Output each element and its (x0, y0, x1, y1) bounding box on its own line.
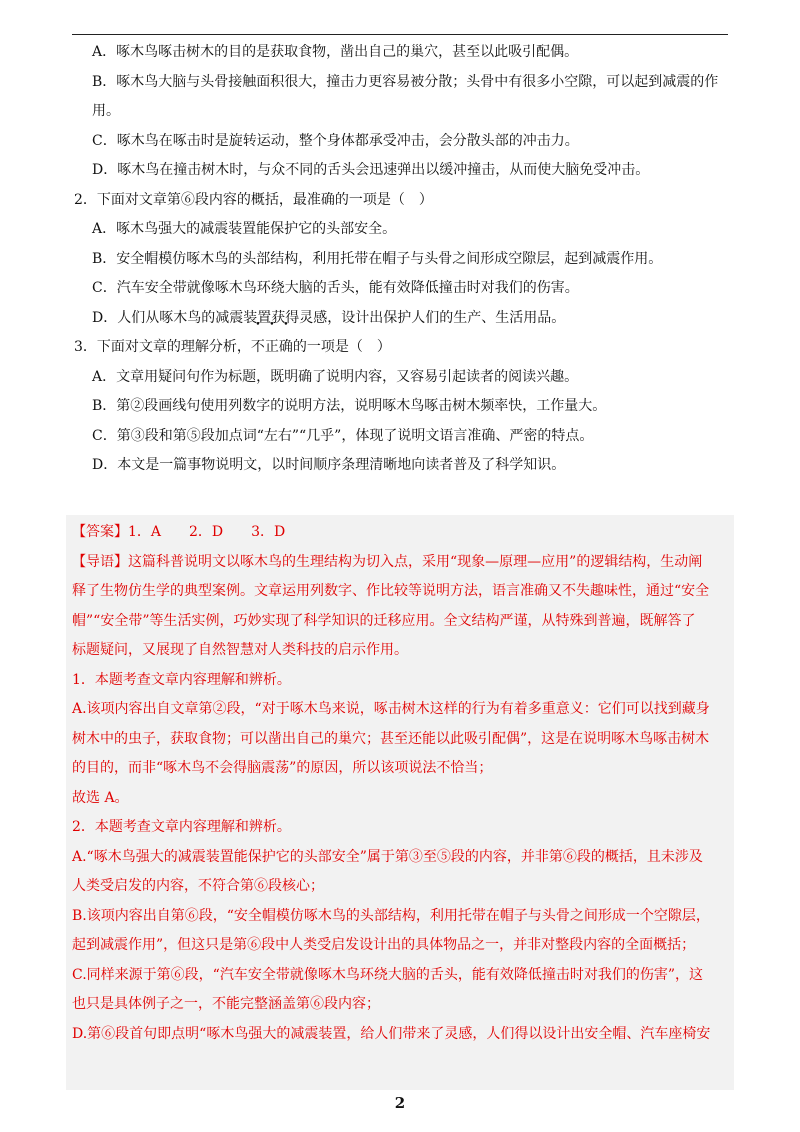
q3-option-b: B．第②段画线句使用列数字的说明方法，说明啄木鸟啄击树木频率快，工作量大。 (92, 398, 607, 414)
q1-option-c: C．啄木鸟在啄击时是旋转运动，整个身体都承受冲击，会分散头部的冲击力。 (92, 132, 579, 149)
analysis-line: 也只是具体例子之一，不能完整涵盖第⑥段内容； (72, 996, 380, 1012)
q1-option-b-cont: 用。 (92, 103, 120, 119)
q2-option-b: B．安全帽模仿啄木鸟的头部结构，利用托带在帽子与头骨之间形成空隙层，起到减震作用。 (92, 250, 663, 267)
q3-option-c: C．第③段和第⑤段加点词“左右”“几乎”，体现了说明文语言准确、严密的特点。 (92, 427, 594, 444)
analysis-line: 树木中的虫子，获取食物；可以凿出自己的巢穴；甚至还能以此吸引配偶”，这是在说明啄木鸟啄击树木 (72, 730, 710, 747)
guide-tag: 【导语】 (72, 553, 128, 570)
q3-dotted-char: 确 (278, 339, 293, 355)
q3-stem-before: 3．下面对文章的理解分析， (74, 339, 251, 355)
guide-text: 这篇科普说明文以啄木鸟的生理结构为切入点，采用“现象—原理—应用”的逻辑结构，生动阐 (128, 553, 703, 570)
analysis-line: A.“啄木鸟强大的减震装置能保护它的头部安全”属于第③至⑤段的内容，并非第⑥段的概括，且未涉及 (72, 848, 703, 865)
q3-dotted-char: 不 (250, 339, 265, 355)
guide-line: 帽”“安全带”等生活实例，巧妙实现了科学知识的迁移应用。全文结构严谨，从特殊到普遍，既解答了 (72, 612, 696, 629)
q3-stem-after: 的一项是（ ） (292, 339, 391, 355)
q1-option-a: A．啄木鸟啄击树木的目的是获取食物，凿出自己的巢穴，甚至以此吸引配偶。 (92, 44, 579, 60)
q2-option-c: C．汽车安全带就像啄木鸟环绕大脑的舌头，能有效降低撞击时对我们的伤害。 (92, 280, 579, 296)
top-rule (72, 34, 728, 35)
guide-line: 释了生物仿生学的典型案例。文章运用列数字、作比较等说明方法，语言准确又不失趣味性，通过“安全 (72, 583, 710, 599)
analysis-line: B.该项内容出自第⑥段，“安全帽模仿啄木鸟的头部结构，利用托带在帽子与头骨之间形成一个空隙层， (72, 907, 710, 924)
analysis-line: 的目的，而非“啄木鸟不会得脑震荡”的原因，所以该项说法不恰当； (72, 760, 493, 776)
answer-section (72, 518, 732, 1049)
analysis-line: 2．本题考查文章内容理解和辨析。 (72, 819, 291, 835)
analysis-line: 1．本题考查文章内容理解和辨析。 (72, 671, 291, 688)
q1-option-b: B．啄木鸟大脑与头骨接触面积很大，撞击力更容易被分散；头骨中有很多小空隙，可以起到减震的作 (92, 73, 719, 90)
analysis-line: 起到减震作用”，但这只是第⑥段中人类受启发设计出的具体物品之一，并非对整段内容的全面概括； (72, 937, 696, 953)
analysis-line: C.同样来源于第⑥段，“汽车安全带就像啄木鸟环绕大脑的舌头，能有效降低撞击时对我们的伤害”，这 (72, 966, 703, 983)
analysis-line: D.第⑥段首句即点明“啄木鸟强大的减震装置，给人们带来了灵感，人们得以设计出安全帽、汽车座椅安 (72, 1025, 711, 1042)
q1-option-d: D．啄木鸟在撞击树木时，与众不同的舌头会迅速弹出以缓冲撞击，从而使大脑免受冲击。 (92, 162, 650, 178)
questions-section (72, 38, 732, 481)
analysis-line: 故选 A。 (72, 789, 129, 806)
guide-line: 标题疑问，又展现了自然智慧对人类科技的启示作用。 (72, 642, 408, 658)
answer-tag: 【答案】 (72, 524, 128, 540)
guide-line (72, 548, 732, 578)
q3-option-d: D．本文是一篇事物说明文，以时间顺序条理清晰地向读者普及了科学知识。 (92, 457, 566, 473)
q2-option-a: A．啄木鸟强大的减震装置能保护它的头部安全。 (92, 221, 397, 237)
page-number: 2 (394, 1094, 406, 1112)
q2-option-d: D．人们从啄木鸟的减震装置获得灵感，设计出保护人们的生产、生活用品。 (92, 309, 566, 326)
answer-text: 1．A 2．D 3．D (128, 524, 286, 540)
analysis-line: A.该项内容出自文章第②段，“对于啄木鸟来说，啄击树木这样的行为有着多重意义：它们可以找到藏身 (72, 701, 710, 717)
q3-dotted-char: 正 (264, 339, 279, 355)
q3-stem (72, 333, 732, 363)
analysis-line: 人类受启发的内容，不符合第⑥段核心； (72, 878, 324, 894)
q2-stem: 2．下面对文章第⑥段内容的概括，最准确的一项是（ ） (74, 191, 433, 208)
answer-line (72, 518, 732, 548)
q3-option-a: A．文章用疑问句作为标题，既明确了说明内容，又容易引起读者的阅读兴趣。 (92, 368, 579, 385)
